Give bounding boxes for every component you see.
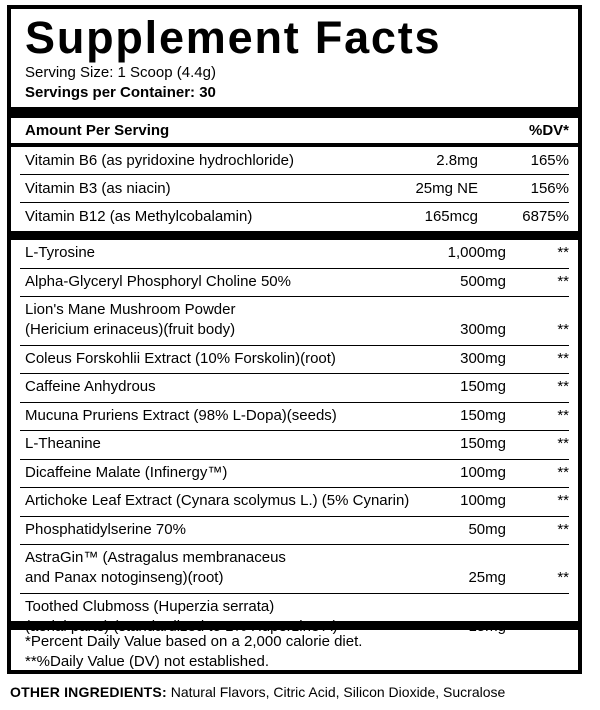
thick-divider-middle (11, 231, 578, 240)
vitamin-name: Vitamin B12 (as Methylcobalamin) (25, 208, 253, 225)
amount-value: 150mg (460, 406, 506, 424)
amount-value: 100mg (460, 492, 506, 509)
amount-value: 300mg (460, 349, 506, 367)
header-dv: %DV* (528, 122, 569, 139)
header-amount-per-serving: Amount Per Serving (25, 122, 170, 139)
amount-value: 25mg NE (415, 180, 478, 197)
row-divider (20, 345, 569, 346)
row-divider (20, 459, 569, 460)
amount-value: 50mg (468, 520, 506, 538)
amount-value: 300mg (460, 321, 506, 338)
row-divider (20, 202, 569, 203)
ingredient-name: L-Theanine (25, 435, 101, 452)
ingredient-name: Lion's Mane Mushroom Powder (25, 301, 236, 318)
other-ingredients (10, 683, 505, 701)
ingredient-name: Caffeine Anhydrous (25, 378, 156, 395)
ingredient-name: Toothed Clubmoss (Huperzia serrata) (25, 597, 275, 615)
dv-value: 6875% (522, 208, 569, 225)
amount-value: 2.8mg (436, 152, 478, 169)
dv-value: ** (557, 435, 569, 452)
ingredient-name: AstraGin™ (Astragalus membranaceus (25, 549, 286, 566)
ingredient-name: Dicaffeine Malate (Infinergy™) (25, 463, 228, 481)
supplement-facts-panel (7, 5, 582, 674)
amount-value: 500mg (460, 272, 506, 290)
amount-value: 1,000mg (447, 244, 506, 261)
ingredient-name: (Hericium erinaceus)(fruit body) (25, 321, 236, 338)
other-ingredients-list: Natural Flavors, Citric Acid, Silicon Dioxide, Sucralose (166, 684, 506, 700)
ingredient-name: Artichoke Leaf Extract (Cynara scolymus L.) (5% Cynarin) (25, 492, 410, 509)
dv-value: ** (557, 272, 569, 290)
row-divider (20, 174, 569, 175)
dv-value: ** (557, 463, 569, 481)
dv-value: 156% (530, 180, 569, 197)
dv-value: ** (557, 569, 569, 586)
amount-value: 25mg (468, 569, 506, 586)
ingredient-name: Coleus Forskohlii Extract (10% Forskolin)(root) (25, 349, 336, 367)
row-divider (20, 544, 569, 545)
ingredient-name: Mucuna Pruriens Extract (98% L-Dopa)(seeds) (25, 406, 337, 424)
row-divider (20, 430, 569, 431)
dv-value: ** (557, 378, 569, 395)
row-divider (20, 593, 569, 594)
row-divider (20, 402, 569, 403)
amount-value: 150mg (460, 435, 506, 452)
vitamin-name: Vitamin B6 (as pyridoxine hydrochloride) (25, 152, 295, 169)
row-divider (20, 487, 569, 488)
ingredient-name: and Panax notoginseng)(root) (25, 569, 224, 586)
amount-value: 165mcg (424, 208, 478, 225)
servings-per-container: Servings per Container: 30 (25, 84, 216, 101)
ingredient-name: Phosphatidylserine 70% (25, 520, 186, 538)
header-divider (11, 143, 578, 147)
dv-value: ** (557, 520, 569, 538)
dv-value: ** (557, 321, 569, 338)
ingredient-name: L-Tyrosine (25, 244, 96, 261)
dv-value: ** (557, 244, 569, 261)
thick-divider-top (11, 107, 578, 118)
panel-title: Supplement Facts (25, 12, 442, 63)
footnote-dv: *Percent Daily Value based on a 2,000 calorie diet. (25, 633, 363, 650)
dv-value: ** (557, 492, 569, 509)
row-divider (20, 268, 569, 269)
other-ingredients-label: OTHER INGREDIENTS: (10, 684, 167, 700)
amount-value: 100mg (460, 463, 506, 481)
dv-value: 165% (530, 152, 569, 169)
dv-value: ** (557, 349, 569, 367)
row-divider (20, 516, 569, 517)
footnote-not-established: **%Daily Value (DV) not established. (25, 653, 270, 670)
ingredient-name: Alpha-Glyceryl Phosphoryl Choline 50% (25, 272, 291, 290)
thick-divider-bottom (11, 621, 578, 630)
row-divider (20, 296, 569, 297)
row-divider (20, 373, 569, 374)
amount-value: 150mg (460, 378, 506, 395)
dv-value: ** (557, 406, 569, 424)
serving-size: Serving Size: 1 Scoop (4.4g) (25, 64, 216, 81)
vitamin-name: Vitamin B3 (as niacin) (25, 180, 171, 197)
